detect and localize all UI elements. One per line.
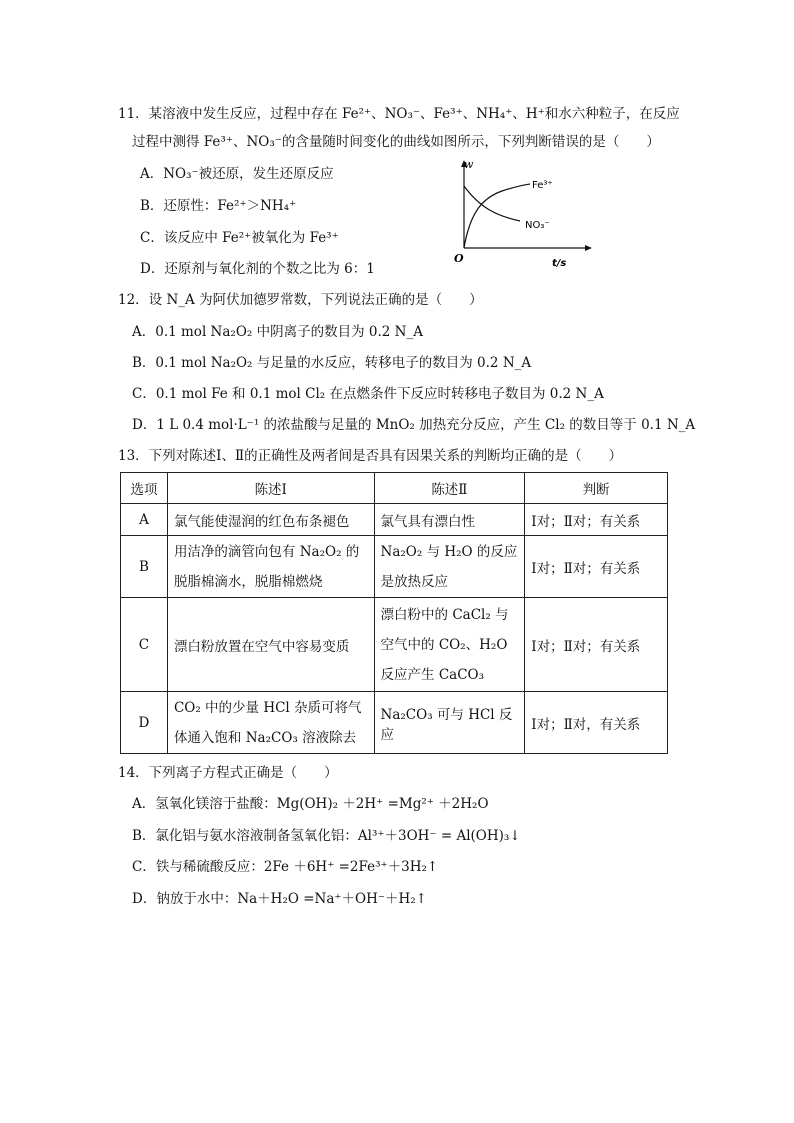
row-a-statement-2: 氯气具有漂白性	[374, 504, 525, 536]
q12-option-b: B．0.1 mol Na₂O₂ 与足量的水反应，转移电子的数目为 0.2 N_A	[132, 355, 532, 371]
table-row	[121, 692, 668, 754]
row-d-statement-1-line2: 体通入饱和 Na₂CO₃ 溶液除去	[173, 729, 357, 746]
graph-origin: O	[454, 252, 464, 265]
table-row	[121, 598, 668, 692]
q14-option-d: D．钠放于水中：Na＋H₂O =Na⁺＋OH⁻＋H₂↑	[132, 891, 427, 907]
q11-option-d: D．还原剂与氧化剂的个数之比为 6：1	[140, 261, 375, 277]
row-d-statement-1	[167, 692, 374, 754]
graph-x-label: t/s	[552, 258, 567, 269]
row-b-statement-1-line2: 脱脂棉滴水，脱脂棉燃烧	[173, 573, 323, 590]
q11-content-graph	[452, 158, 602, 270]
q14-option-a: A．氢氧化镁溶于盐酸：Mg(OH)₂ ＋2H⁺ =Mg²⁺ ＋2H₂O	[132, 796, 489, 812]
q11-option-a: A．NO₃⁻被还原，发生还原反应	[140, 166, 334, 182]
row-c-statement-1: 漂白粉放置在空气中容易变质	[167, 598, 374, 692]
curve-fe3	[464, 184, 530, 248]
row-b-statement-2-line1: Na₂O₂ 与 H₂O 的反应	[380, 543, 518, 560]
q11-option-b: B．还原性：Fe²⁺＞NH₄⁺	[140, 198, 297, 214]
q14-option-b: B．氯化铝与氨水溶液制备氢氧化铝：Al³⁺＋3OH⁻ = Al(OH)₃↓	[132, 828, 521, 844]
q11-option-c: C．该反应中 Fe²⁺被氧化为 Fe³⁺	[140, 230, 339, 246]
curve-no3	[464, 186, 520, 221]
row-b-statement-2-line2: 是放热反应	[380, 573, 449, 590]
row-a-judgement: Ⅰ对；Ⅱ对；有关系	[525, 504, 668, 536]
q11-stem-line2: 过程中测得 Fe³⁺、NO₃⁻的含量随时间变化的曲线如图所示，下列判断错误的是（ ）	[132, 134, 660, 150]
row-d-statement-2: Na₂CO₃ 可与 HCl 反应	[374, 692, 525, 754]
graph-label-no3: NO₃⁻	[525, 220, 550, 231]
row-c-statement-2	[374, 598, 525, 692]
header-judgement: 判断	[525, 473, 668, 504]
row-a-statement-1: 氯气能使湿润的红色布条褪色	[167, 504, 374, 536]
row-c-statement-2-line1: 漂白粉中的 CaCl₂ 与	[380, 606, 509, 623]
q12-stem: 12．设 N_A 为阿伏加德罗常数，下列说法正确的是（ ）	[118, 292, 483, 308]
row-c-statement-2-line2: 空气中的 CO₂、H₂O	[380, 636, 508, 653]
q14-option-c: C．铁与稀硫酸反应：2Fe ＋6H⁺ =2Fe³⁺＋3H₂↑	[132, 859, 439, 875]
row-b-judgement: Ⅰ对；Ⅱ对；有关系	[525, 536, 668, 598]
row-b-option: B	[121, 536, 168, 598]
table-row	[121, 536, 668, 598]
graph-y-label: w	[464, 158, 474, 171]
row-b-statement-1	[167, 536, 374, 598]
row-d-option: D	[121, 692, 168, 754]
q14-stem: 14．下列离子方程式正确是（ ）	[118, 765, 338, 781]
q11-stem-line1: 11．某溶液中发生反应，过程中存在 Fe²⁺、NO₃⁻、Fe³⁺、NH₄⁺、H⁺和水六种粒子，在反应	[118, 106, 680, 122]
q12-option-a: A．0.1 mol Na₂O₂ 中阴离子的数目为 0.2 N_A	[132, 324, 423, 340]
q12-option-c: C．0.1 mol Fe 和 0.1 mol Cl₂ 在点燃条件下反应时转移电子数目为 0.2 N_A	[132, 386, 604, 402]
table-header-row	[121, 473, 668, 504]
table-row	[121, 504, 668, 536]
graph-x-arrow	[585, 245, 592, 251]
row-c-judgement: Ⅰ对；Ⅱ对；有关系	[525, 598, 668, 692]
header-statement-2: 陈述Ⅱ	[374, 473, 525, 504]
row-c-option: C	[121, 598, 168, 692]
q13-table	[120, 472, 668, 754]
row-c-statement-2-line3: 反应产生 CaCO₃	[380, 666, 485, 683]
row-d-judgement: Ⅰ对；Ⅱ对，有关系	[525, 692, 668, 754]
q13-stem: 13．下列对陈述Ⅰ、Ⅱ的正确性及两者间是否具有因果关系的判断均正确的是（ ）	[118, 448, 623, 464]
q12-option-d: D．1 L 0.4 mol·L⁻¹ 的浓盐酸与足量的 MnO₂ 加热充分反应，产生 Cl₂ 的数目等于 0.1 N_A	[132, 417, 696, 433]
row-b-statement-2	[374, 536, 525, 598]
header-option: 选项	[121, 473, 168, 504]
row-d-statement-1-line1: CO₂ 中的少量 HCl 杂质可将气	[173, 699, 362, 716]
header-statement-1: 陈述Ⅰ	[167, 473, 374, 504]
row-b-statement-1-line1: 用洁净的滴管向包有 Na₂O₂ 的	[173, 543, 360, 560]
row-a-option: A	[121, 504, 168, 536]
graph-label-fe3: Fe³⁺	[532, 180, 553, 191]
